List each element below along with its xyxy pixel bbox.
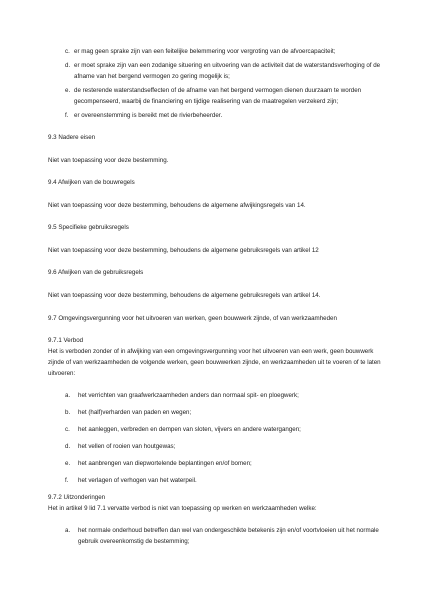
section-heading-9-7-1: 9.7.1 Verbod [48,337,84,344]
list-item-text: het verlagen of verhogen van het waterpeil. [78,477,197,484]
list-item-text: het vellen of rooien van houtgewas; [78,443,176,450]
list-item [48,441,388,452]
list-item [48,424,388,435]
list-item [48,390,388,401]
uitzonderingen-list [48,525,388,547]
list-item [48,46,388,57]
section-text-9-6: Niet van toepassing voor deze bestemming, behoudens de algemene gebruiksregels van artikel 14. [48,292,321,299]
list-item-text: het aanbrengen van diepwortelende beplantingen en/of bomen; [78,460,252,467]
list-marker: a. [65,392,71,399]
list-item-text: er mag geen sprake zijn van een feitelijke belemmering voor vergroting van de afvoercapaciteit; [74,48,336,55]
document-page [48,46,388,553]
list-marker: f. [65,477,69,484]
list-item [48,110,388,121]
list-item-text: er moet sprake zijn van een zodanige situering en uitvoering van de activiteit dat de waterstandsverhoging of de afname van het bergend vermogen zo gering mogelijk is; [74,62,381,80]
verbod-list [48,390,388,486]
list-item [48,525,388,547]
section-heading-9-4: 9.4 Afwijken van de bouwregels [48,179,135,186]
list-item [48,85,388,107]
section-text-9-4: Niet van toepassing voor deze bestemming, behoudens de algemene afwijkingsregels van 14. [48,202,306,209]
section-heading-9-6: 9.6 Afwijken van de gebruiksregels [48,269,144,276]
section-heading-9-3: 9.3 Nadere eisen [48,134,96,141]
list-marker: c. [65,48,70,55]
section-heading-9-5: 9.5 Specifieke gebruiksregels [48,224,129,231]
list-item [48,407,388,418]
list-marker: f. [65,112,69,119]
list-marker: b. [65,409,71,416]
list-item [48,458,388,469]
section-text-9-3: Niet van toepassing voor deze bestemming. [48,157,169,164]
list-marker: d. [65,62,71,69]
section-heading-9-7-2: 9.7.2 Uitzonderingen [48,494,106,501]
section-text-9-5: Niet van toepassing voor deze bestemming, behoudens de algemene gebruiksregels van artikel 12 [48,247,319,254]
section-heading-9-7: 9.7 Omgevingsvergunning voor het uitvoeren van werken, geen bouwwerk zijnde, of van werkzaamheden [48,315,337,322]
list-item-text: het normale onderhoud betreffen dan wel van ondergeschikte betekenis zijn en/of voortvloeien uit het normale gebruik overeenkomstig de bestemming; [78,527,379,545]
section-text-9-7-1: Het is verboden zonder of in afwijking van een omgevingsvergunning voor het uitvoeren van een werk, geen bouwwerk zijnde of van werkzaamheden de volgende werken, geen bouwwerken zijnde, en werkzaamheden uit te voeren of te laten uitvoeren: [48,348,381,377]
list-item-text: er overeenstemming is bereikt met de rivierbeheerder. [74,112,223,119]
list-item [48,475,388,486]
list-item-text: het (half)verharden van paden en wegen; [78,409,192,416]
list-marker: a. [65,527,71,534]
list-item [48,60,388,82]
list-item-text: de resterende waterstandseffecten of de afname van het bergend vermogen dienen duurzaam te worden gecompenseerd, waarbij de financiering en tijdige realisering van de maatregelen verzekerd zijn; [74,87,362,105]
list-item-text: het verrichten van graafwerkzaamheden anders dan normaal spit- en ploegwerk; [78,392,299,399]
list-marker: d. [65,443,71,450]
section-text-9-7-2: Het in artikel 9 lid 7.1 vervatte verbod is niet van toepassing op werken en werkzaamheden welke: [48,505,317,512]
intro-list [48,46,388,121]
list-item-text: het aanleggen, verbreden en dempen van sloten, vijvers en andere watergangen; [78,426,301,433]
list-marker: e. [65,87,71,94]
list-marker: e. [65,460,71,467]
list-marker: c. [65,426,70,433]
